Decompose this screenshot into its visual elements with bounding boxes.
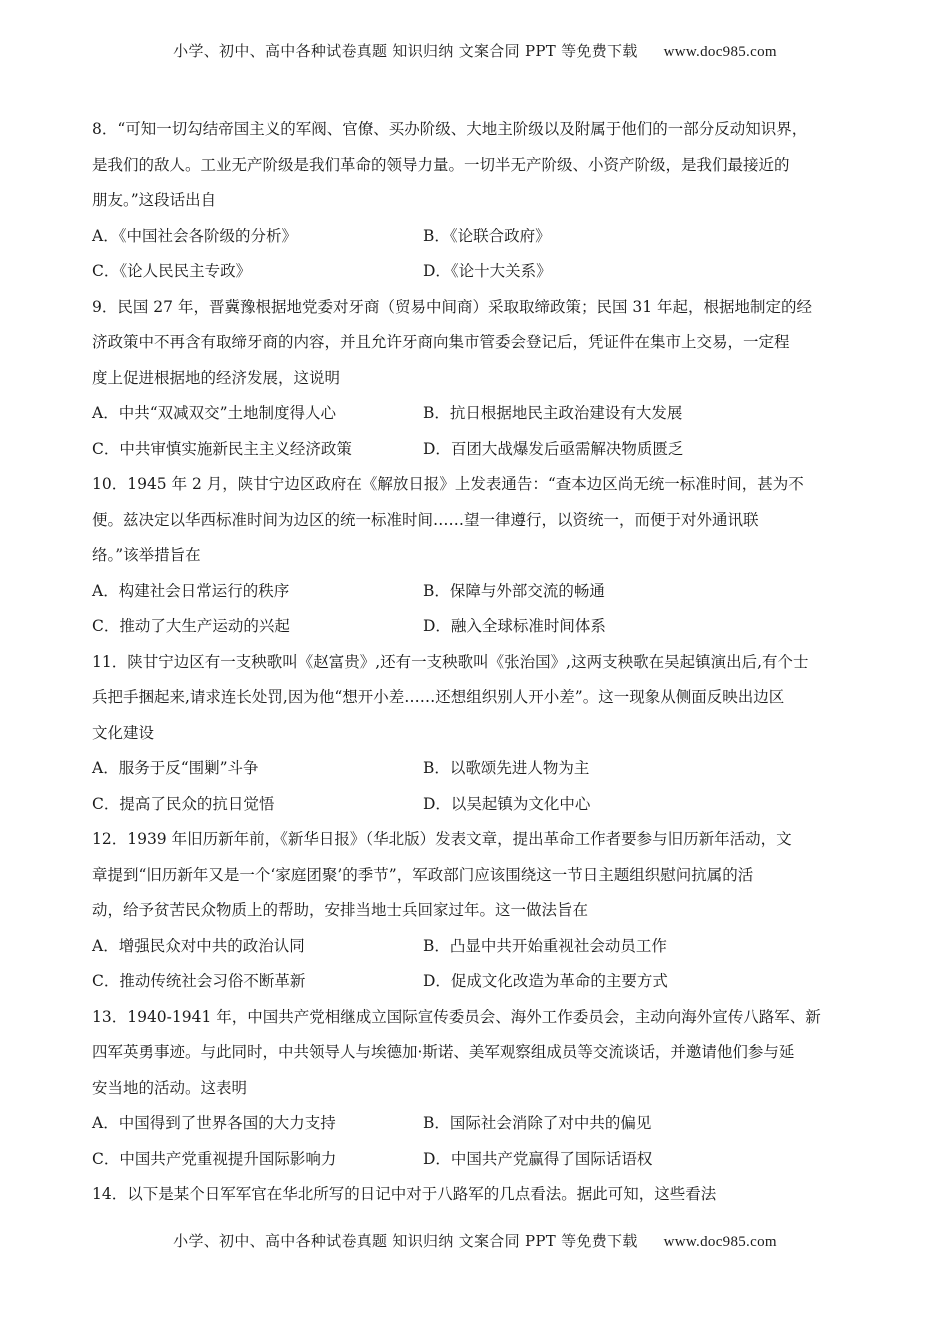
question-stem-continuation: 动，给予贫苦民众物质上的帮助，安排当地士兵回家过年。这一做法旨在 [92,901,589,919]
answer-option[interactable]: D．融入全球标准时间体系 [423,617,606,635]
option-row [92,574,858,610]
question-stem-continuation: 安当地的活动。这表明 [92,1078,248,1097]
answer-option[interactable]: A．中共“双减双交”土地制度得人心 [92,404,337,422]
answer-option[interactable]: D．中国共产党赢得了国际话语权 [423,1149,653,1168]
question-stem: 12．1939 年旧历新年前，《新华日报》（华北版）发表文章，提出革命工作者要参与旧历新年活动，文 [92,830,792,848]
question-stem-continuation: 是我们的敌人。工业无产阶级是我们革命的领导力量。一切半无产阶级、小资产阶级，是我们最接近的 [92,155,790,174]
option-row [92,929,858,965]
page-footer [0,1230,950,1251]
option-row [92,396,858,432]
option-row [92,432,858,468]
header-url[interactable]: www.doc985.com [663,44,777,60]
option-row [92,787,858,823]
question-stem-continuation: 便。兹决定以华西标准时间为边区的统一标准时间……望一律遵行，以资统一，而便于对外通讯联 [92,510,759,529]
answer-option[interactable]: B．保障与外部交流的畅通 [423,581,605,600]
question-block [92,1177,858,1213]
option-row [92,609,858,645]
answer-option[interactable]: C．中国共产党重视提升国际影响力 [92,1149,337,1168]
answer-option[interactable]: C．《论人民民主专政》 [92,262,252,280]
answer-option[interactable]: C．提高了民众的抗日觉悟 [92,794,275,813]
question-block [92,290,858,468]
question-block [92,1000,858,1178]
question-stem-continuation: 兵把手捆起来,请求连长处罚,因为他“想开小差……还想组织别人开小差”。这一现象从侧面反映出边区 [92,688,785,706]
question-block [92,645,858,823]
option-row [92,751,858,787]
answer-option[interactable]: B．以歌颂先进人物为主 [423,759,590,777]
page-header [0,40,950,61]
answer-option[interactable]: A．服务于反“围剿”斗争 [92,759,259,777]
option-row [92,964,858,1000]
answer-option[interactable]: B．凸显中共开始重视社会动员工作 [423,936,667,955]
question-list [92,112,858,1213]
question-stem: 14．以下是某个日军军官在华北所写的日记中对于八路军的几点看法。据此可知，这些看法 [92,1185,717,1203]
answer-option[interactable]: C．推动了大生产运动的兴起 [92,617,290,635]
question-stem: 13．1940-1941 年，中国共产党相继成立国际宣传委员会、海外工作委员会，主动向海外宣传八路军、新 [92,1007,821,1026]
question-stem: 8．“可知一切勾结帝国主义的军阀、官僚、买办阶级、大地主阶级以及附属于他们的一部分反动知识界， [92,120,808,138]
answer-option[interactable]: C．中共审慎实施新民主主义经济政策 [92,439,352,458]
footer-url[interactable]: www.doc985.com [663,1234,777,1250]
answer-option[interactable]: A．中国得到了世界各国的大力支持 [92,1114,336,1132]
answer-option[interactable]: A．增强民众对中共的政治认同 [92,936,305,955]
answer-option[interactable]: C．推动传统社会习俗不断革新 [92,972,306,990]
question-block [92,822,858,1000]
answer-option[interactable]: D．以吴起镇为文化中心 [423,794,591,813]
footer-text: 小学、初中、高中各种试卷真题 知识归纳 文案合同 PPT 等免费下载 [173,1232,638,1250]
question-stem-continuation: 朋友。”这段话出自 [92,191,217,209]
option-row [92,254,858,290]
question-stem-continuation: 济政策中不再含有取缔牙商的内容，并且允许牙商向集市管委会登记后，凭证件在集市上交易，一定程 [92,333,790,351]
answer-option[interactable]: D．促成文化改造为革命的主要方式 [423,972,668,990]
answer-option[interactable]: B．《论联合政府》 [423,226,551,245]
question-stem: 9．民国 27 年，晋冀豫根据地党委对牙商（贸易中间商）采取取缔政策；民国 31 年起，根据地制定的经 [92,297,813,316]
question-block [92,467,858,645]
answer-option[interactable]: D．《论十大关系》 [423,262,552,280]
question-block [92,112,858,290]
question-stem-continuation: 度上促进根据地的经济发展，这说明 [92,368,341,387]
header-text: 小学、初中、高中各种试卷真题 知识归纳 文案合同 PPT 等免费下载 [173,42,638,60]
question-stem-continuation: 络。”该举措旨在 [92,546,201,564]
question-stem-continuation: 四军英勇事迹。与此同时，中共领导人与埃德加·斯诺、美军观察组成员等交流谈话，并邀请他们参与延 [92,1043,795,1061]
answer-option[interactable]: A．构建社会日常运行的秩序 [92,581,290,600]
question-stem-continuation: 章提到“旧历新年又是一个‘家庭团聚’的季节”，军政部门应该围绕这一节日主题组织慰问抗属的活 [92,865,754,884]
answer-option[interactable]: B．国际社会消除了对中共的偏见 [423,1114,652,1132]
answer-option[interactable]: D．百团大战爆发后亟需解决物质匮乏 [423,439,684,458]
question-stem-continuation: 文化建设 [92,723,155,742]
question-stem: 10．1945 年 2 月，陕甘宁边区政府在《解放日报》上发表通告：“查本边区尚无统一标准时间，甚为不 [92,475,804,493]
option-row [92,1142,858,1178]
option-row [92,1106,858,1142]
option-row [92,219,858,255]
answer-option[interactable]: B．抗日根据地民主政治建设有大发展 [423,404,683,422]
answer-option[interactable]: A．《中国社会各阶级的分析》 [92,226,297,245]
question-stem: 11．陕甘宁边区有一支秧歌叫《赵富贵》,还有一支秧歌叫《张治国》,这两支秧歌在吴起镇演出后,有个士 [92,652,809,671]
